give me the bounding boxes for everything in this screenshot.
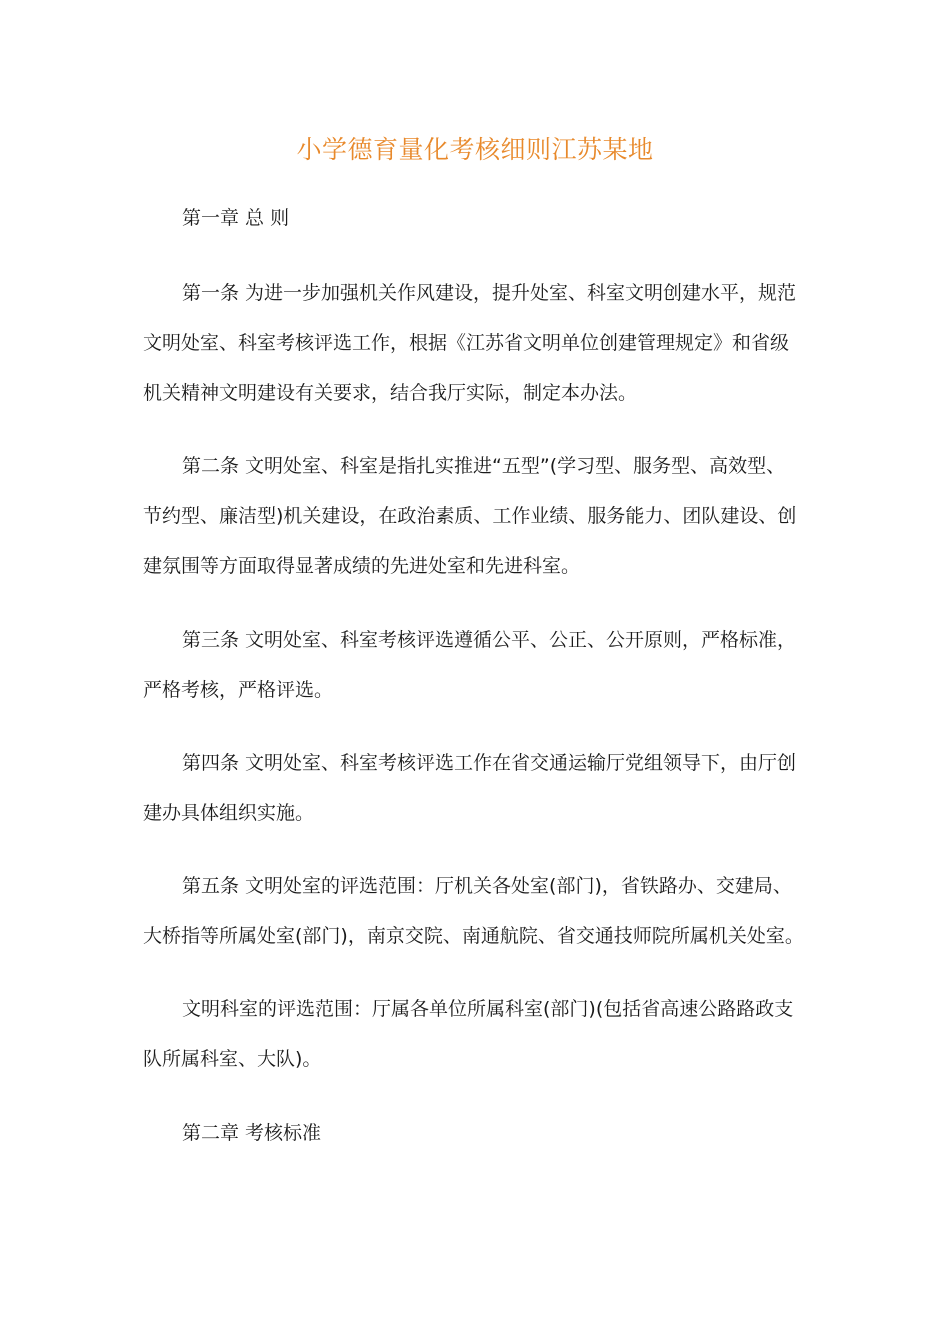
article-line: 建氛围等方面取得显著成绩的先进处室和先进科室。	[143, 555, 581, 577]
article-line: 文明科室的评选范围：厅属各单位所属科室(部门)(包括省高速公路路政支	[182, 998, 794, 1020]
article-4	[143, 738, 815, 838]
chapter-1-heading	[143, 193, 815, 243]
article-line: 第二条 文明处室、科室是指扎实推进“五型”(学习型、服务型、高效型、	[182, 455, 786, 477]
article-line: 节约型、廉洁型)机关建设，在政治素质、工作业绩、服务能力、团队建设、创	[143, 505, 797, 527]
article-2	[143, 441, 815, 591]
article-1	[143, 268, 815, 418]
article-line: 文明处室、科室考核评选工作，根据《江苏省文明单位创建管理规定》和省级	[143, 332, 790, 354]
article-line: 队所属科室、大队)。	[143, 1048, 322, 1070]
chapter-heading-text: 第二章 考核标准	[182, 1122, 322, 1144]
article-line: 大桥指等所属处室(部门)，南京交院、南通航院、省交通技师院所属机关处室。	[143, 925, 804, 947]
article-line: 机关精神文明建设有关要求，结合我厅实际，制定本办法。	[143, 382, 638, 404]
article-5	[143, 861, 815, 961]
article-5-continued	[143, 984, 815, 1084]
article-line: 第五条 文明处室的评选范围：厅机关各处室(部门)，省铁路办、交建局、	[182, 875, 792, 897]
article-line: 第三条 文明处室、科室考核评选遵循公平、公正、公开原则，严格标准，	[182, 629, 797, 651]
article-line: 严格考核，严格评选。	[143, 679, 334, 701]
chapter-2-heading	[143, 1108, 815, 1158]
article-line: 建办具体组织实施。	[143, 802, 315, 824]
article-3	[143, 615, 815, 715]
article-line: 第一条 为进一步加强机关作风建设，提升处室、科室文明创建水平，规范	[182, 282, 797, 304]
chapter-heading-text: 第一章 总 则	[182, 207, 290, 229]
document-title: 小学德育量化考核细则江苏某地	[296, 135, 654, 164]
article-line: 第四条 文明处室、科室考核评选工作在省交通运输厅党组领导下，由厅创	[182, 752, 797, 774]
